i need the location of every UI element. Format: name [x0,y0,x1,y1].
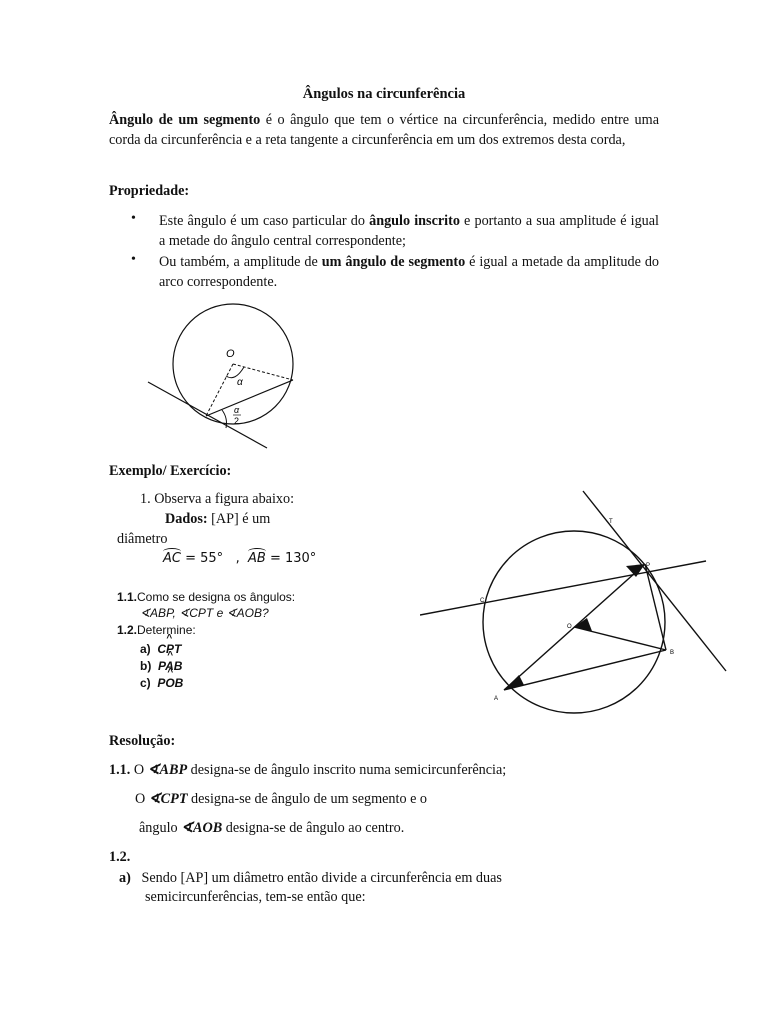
given-arcs: AC = 55° , AB = 130° [163,551,317,566]
radius-ob [574,627,666,650]
exercise-item-1: 1. Observa a figura abaixo: [140,491,295,507]
figure-segment-angle [140,300,320,455]
label-alpha: α [237,377,243,388]
figure-exercise [420,485,730,735]
chord-ab [504,650,666,690]
definition-paragraph [109,110,659,150]
label-a: A [494,696,499,702]
bullet-dot: • [131,211,136,226]
chord-pb [645,564,666,650]
page-title: Ângulos na circunferência [302,86,466,102]
question-1-2: 1.2.Determine: [117,623,196,637]
given-line-2: diâmetro [117,531,168,547]
question-1-1-angles: ∢ABP, ∢CPT e ∢AOB? [140,606,269,620]
angle-pob: POB ^ [157,676,183,690]
label-o: O [226,348,235,360]
label-c: C [480,598,485,604]
radius-1 [206,364,233,416]
label-half-den: 2 [234,416,240,426]
resolution-a: a) Sendo [AP] um diâmetro então divide a circunferência em duas [119,870,502,886]
property-heading: Propriedade: [109,183,190,199]
question-a: a) CPT ^ [140,642,181,656]
question-b: b) PAB ^ [140,659,182,673]
chord [206,380,293,416]
bullet-text-2: Ou também, a amplitude de um ângulo de segmento é igual a metade da amplitude do arco correspondente. [159,254,660,290]
given-line: Dados: [AP] é um [165,511,271,527]
definition-text: é o ângulo que tem o vértice na circunferência, medido entre uma corda da circunferência e a reta tangente a circunferência em um dos extremos desta corda, [109,112,659,148]
arc-ab: AB [248,551,266,566]
label-half-num: α [234,405,240,415]
label-p: P [646,563,651,569]
resolution-a-2: semicircunferências, tem-se então que: [145,889,366,905]
question-c: c) POB ^ [140,676,183,690]
definition-term: Ângulo de um segmento [109,112,261,128]
question-1-1: 1.1.Como se designa os ângulos: [117,590,296,604]
label-t: T [609,519,613,525]
resolution-heading: Resolução: [109,733,176,749]
resolution-1-2: 1.2. [109,849,131,865]
label-b: B [670,650,675,656]
angle-cpt: CPT ^ [157,642,181,656]
resolution-1-1: 1.1. O ∢ABP designa-se de ângulo inscrito numa semicircunferência; [109,762,507,778]
example-heading: Exemplo/ Exercício: [109,463,232,479]
arc-ac: AC [163,551,181,566]
bullet-dot: • [131,252,136,267]
resolution-1-1-c: ângulo ∢AOB designa-se de ângulo ao centro. [139,820,405,836]
bullet-text-1: Este ângulo é um caso particular do ângulo inscrito e portanto a sua amplitude é igual a metade do ângulo central correspondente; [159,213,659,249]
angle-pab: PAB ^ [158,659,182,673]
label-o-2: O [567,624,572,630]
tangent-line-2 [583,491,726,671]
resolution-1-1-b: O ∢CPT designa-se de ângulo de um segmento e o [135,791,428,807]
